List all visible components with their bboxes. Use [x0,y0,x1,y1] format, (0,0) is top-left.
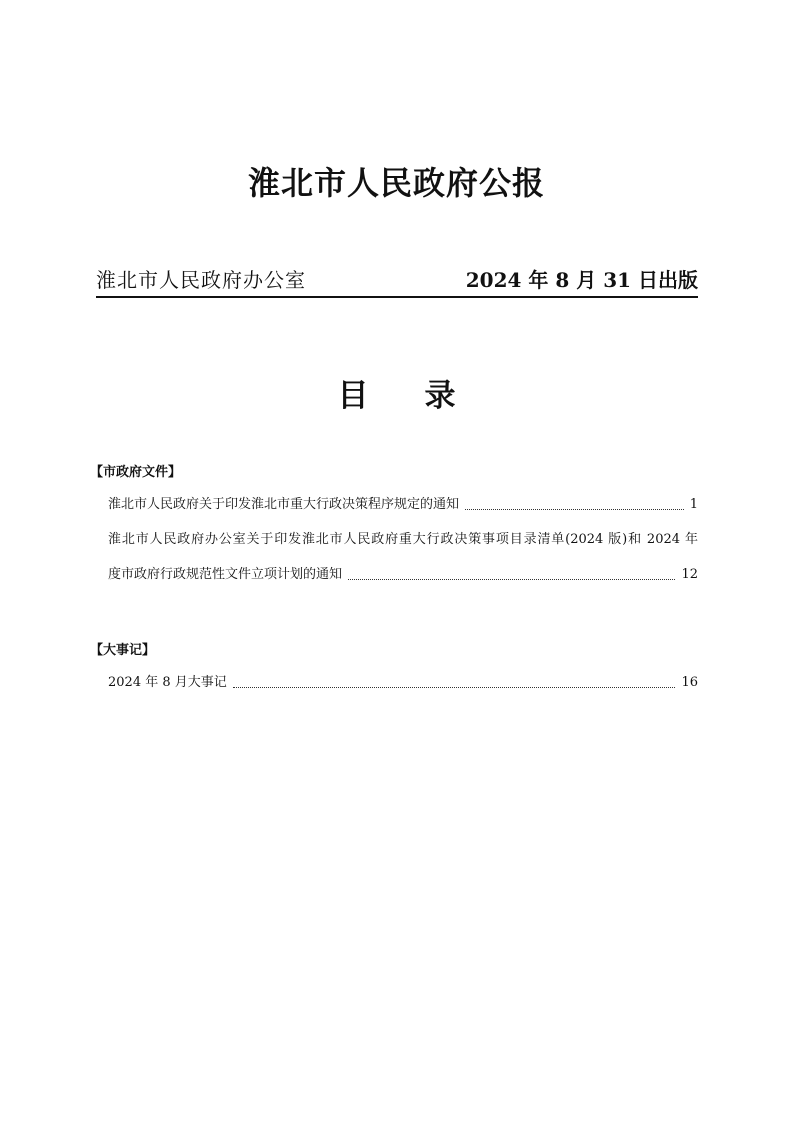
toc-entry-title: 淮北市人民政府关于印发淮北市重大行政决策程序规定的通知 [108,497,460,512]
publication-date: 2024 年 8 月 31 日出版 [465,268,698,292]
toc-entry-1[interactable] [108,496,698,514]
leader-dots [233,687,676,688]
toc-entry-title: 2024 年 8 月大事记 [108,675,227,690]
publication-line [96,264,698,298]
section-heading-city-gov-documents: 【市政府文件】 [90,465,182,480]
leader-dots [465,509,684,510]
toc-entry-2[interactable] [108,566,698,584]
toc-heading-char-1: 目 [337,378,369,414]
toc-entry-title: 度市政府行政规范性文件立项计划的通知 [108,567,343,582]
toc-entry-page: 1 [689,497,698,512]
publisher-name: 淮北市人民政府办公室 [96,268,306,292]
gazette-title: 淮北市人民政府公报 [247,164,545,202]
section-heading-chronicle: 【大事记】 [90,643,156,658]
toc-entry-3[interactable] [108,674,698,692]
toc-entry-2-line-1[interactable]: 淮北市人民政府办公室关于印发淮北市人民政府重大行政决策事项目录清单(2024 版)和 2024 年 [108,532,698,547]
toc-heading [0,370,793,415]
toc-entry-page: 12 [681,567,698,582]
toc-heading-char-2: 录 [424,378,456,414]
toc-entry-page: 16 [681,675,698,690]
leader-dots [348,579,675,580]
